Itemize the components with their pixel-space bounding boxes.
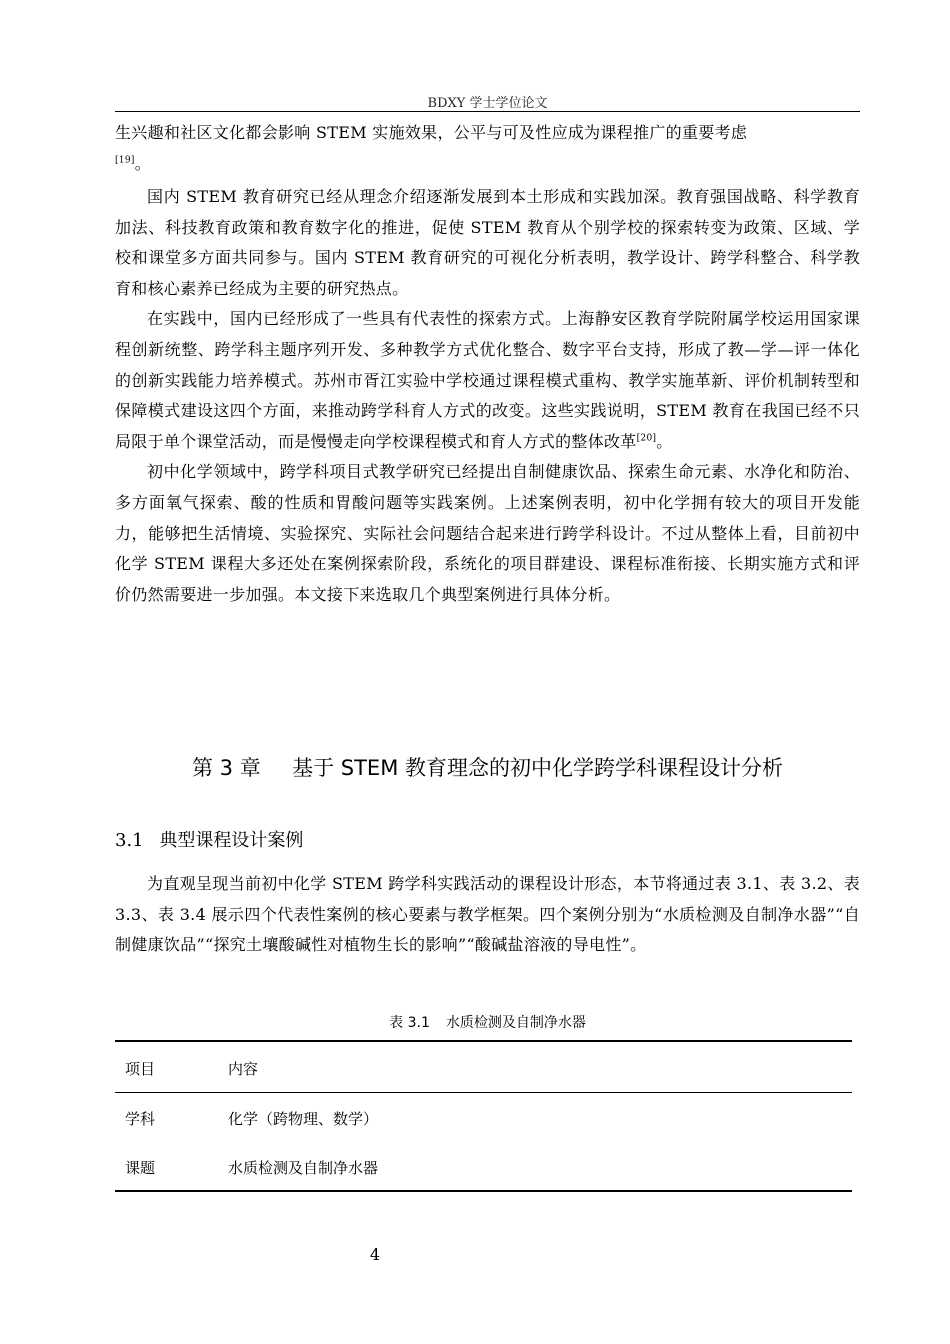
running-header: BDXY 学士学位论文 — [427, 96, 548, 111]
paragraph-end: 。 — [656, 431, 673, 451]
citation-ref: [20] — [636, 433, 657, 444]
table-caption-title: 水质检测及自制净水器 — [445, 1015, 586, 1031]
table-bottom-rule — [115, 1190, 852, 1192]
continuation-end: 。 — [134, 153, 151, 173]
citation-ref: [19] — [115, 155, 135, 166]
section-title: 典型课程设计案例 — [159, 830, 304, 851]
section-body — [115, 869, 860, 961]
table-header-cell: 内容 — [228, 1060, 259, 1078]
table-cell: 学科 — [125, 1110, 156, 1128]
paragraph — [115, 304, 860, 457]
table-caption-number: 表 3.1 — [389, 1015, 430, 1031]
continuation-paragraph — [115, 118, 860, 179]
header-rule — [115, 111, 860, 112]
table-top-rule — [115, 1040, 852, 1042]
paragraph-text: 在实践中，国内已经形成了一些具有代表性的探索方式。上海静安区教育学院附属学校运用国家课程创新统整、跨学科主题序列开发、多种教学方式优化整合、数字平台支持，形成了教—学—评一体化的创新实践能力培养模式。苏州市胥江实验中学校通过课程模式重构、教学实施革新、评价机制转型和保障模式建设这四个方面，来推动跨学科育人方式的改变。这些实践说明，STEM 教育在我国已经不只局限于单个课堂活动，而是慢慢走向学校课程模式和育人方式的整体改革 — [115, 309, 860, 451]
page-number: 4 — [369, 1245, 381, 1264]
table-header-rule — [115, 1092, 852, 1093]
table-header-cell: 项目 — [125, 1060, 156, 1078]
table-cell: 课题 — [125, 1159, 156, 1177]
body-paragraphs — [115, 182, 860, 610]
table-cell: 水质检测及自制净水器 — [228, 1159, 379, 1177]
table-cell: 化学（跨物理、数学） — [228, 1110, 379, 1128]
table-caption — [115, 1012, 860, 1032]
paragraph: 初中化学领域中，跨学科项目式教学研究已经提出自制健康饮品、探索生命元素、水净化和防治、多方面氧气探索、酸的性质和胃酸问题等实践案例。上述案例表明，初中化学拥有较大的项目开发能力，能够把生活情境、实验探究、实际社会问题结合起来进行跨学科设计。不过从整体上看，目前初中化学 STEM 课程大多还处在案例探索阶段，系统化的项目群建设、课程标准衔接、长期实施方式和评价仍然需要进一步加强。本文接下来选取几个典型案例进行具体分析。 — [115, 462, 860, 604]
paragraph: 为直观呈现当前初中化学 STEM 跨学科实践活动的课程设计形态，本节将通过表 3.1、表 3.2、表 3.3、表 3.4 展示四个代表性案例的核心要素与教学框架。四个案例分别为“水质检测及自制净水器”“自制健康饮品”“探究土壤酸碱性对植物生长的影响”“酸碱盐溶液的导电性”。 — [115, 874, 860, 955]
chapter-heading — [115, 752, 860, 782]
chapter-label: 第 3 章 — [192, 756, 261, 780]
continuation-text: 生兴趣和社区文化都会影响 STEM 实施效果，公平与可及性应成为课程推广的重要考虑 — [115, 123, 748, 142]
chapter-title: 基于 STEM 教育理念的初中化学跨学科课程设计分析 — [292, 756, 783, 780]
section-heading — [115, 826, 303, 852]
paragraph: 国内 STEM 教育研究已经从理念介绍逐渐发展到本土形成和实践加深。教育强国战略、科学教育加法、科技教育政策和教育数字化的推进，促使 STEM 教育从个别学校的探索转变为政策、区域、学校和课堂多方面共同参与。国内 STEM 教育研究的可视化分析表明，教学设计、跨学科整合、科学教育和核心素养已经成为主要的研究热点。 — [115, 187, 860, 298]
section-number: 3.1 — [115, 830, 144, 851]
